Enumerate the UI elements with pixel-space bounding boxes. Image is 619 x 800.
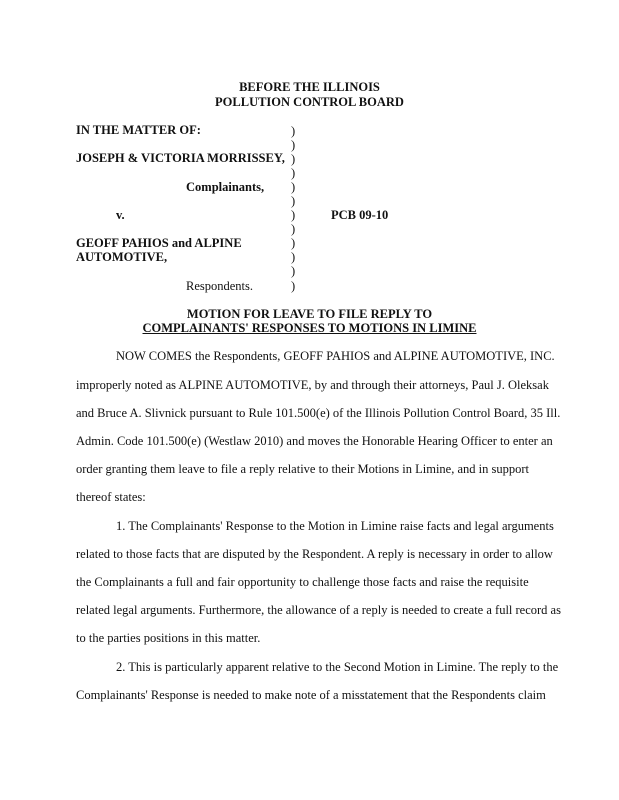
paren: ) [291, 222, 296, 236]
body-line: 1. The Complainants' Response to the Motion in Limine raise facts and legal arguments [116, 519, 554, 533]
body-line: Admin. Code 101.500(e) (Westlaw 2010) and moves the Honorable Hearing Officer to enter an [76, 434, 553, 448]
body-line: and Bruce A. Slivnick pursuant to Rule 101.500(e) of the Illinois Pollution Control Board, 35 Ill. [76, 406, 561, 420]
respondent-names-line2: AUTOMOTIVE, [76, 250, 168, 264]
body-line: order granting them leave to file a reply relative to their Motions in Limine, and in support [76, 462, 530, 476]
body-line: related to those facts that are disputed by the Respondent. A reply is necessary in order to allow [76, 547, 553, 561]
paren: ) [291, 250, 296, 264]
paren: ) [291, 124, 296, 138]
body-line: Complainants' Response is needed to make note of a misstatement that the Respondents claim [76, 688, 546, 702]
paren: ) [291, 279, 296, 293]
complainants-label: Complainants, [186, 180, 265, 194]
complainant-names: JOSEPH & VICTORIA MORRISSEY, [76, 151, 285, 165]
paren: ) [291, 264, 296, 278]
body-line: to the parties positions in this matter. [76, 631, 261, 645]
court-title-line2: POLLUTION CONTROL BOARD [215, 95, 404, 109]
in-the-matter-label: IN THE MATTER OF: [76, 123, 201, 137]
motion-title-line2: COMPLAINANTS' RESPONSES TO MOTIONS IN LIMINE [142, 321, 477, 335]
paren: ) [291, 194, 296, 208]
body-line: NOW COMES the Respondents, GEOFF PAHIOS and ALPINE AUTOMOTIVE, INC. [116, 349, 555, 363]
body-line: improperly noted as ALPINE AUTOMOTIVE, by and through their attorneys, Paul J. Oleksak [76, 378, 549, 392]
respondent-names-line1: GEOFF PAHIOS and ALPINE [76, 236, 242, 250]
court-title-line1: BEFORE THE ILLINOIS [239, 80, 380, 94]
paren: ) [291, 208, 296, 222]
versus-label: v. [116, 208, 125, 222]
body-line: thereof states: [76, 490, 146, 504]
body-line: 2. This is particularly apparent relative to the Second Motion in Limine. The reply to the [116, 660, 559, 674]
paren: ) [291, 138, 296, 152]
body-line: related legal arguments. Furthermore, the allowance of a reply is needed to create a full record as [76, 603, 561, 617]
motion-title-line1: MOTION FOR LEAVE TO FILE REPLY TO [186, 307, 433, 321]
paren: ) [291, 152, 296, 166]
paren: ) [291, 166, 296, 180]
case-number: PCB 09-10 [331, 208, 389, 222]
body-line: the Complainants a full and fair opportunity to challenge those facts and raise the requisite [76, 575, 529, 589]
paren: ) [291, 236, 296, 250]
paren: ) [291, 180, 296, 194]
respondents-label: Respondents. [186, 279, 254, 293]
